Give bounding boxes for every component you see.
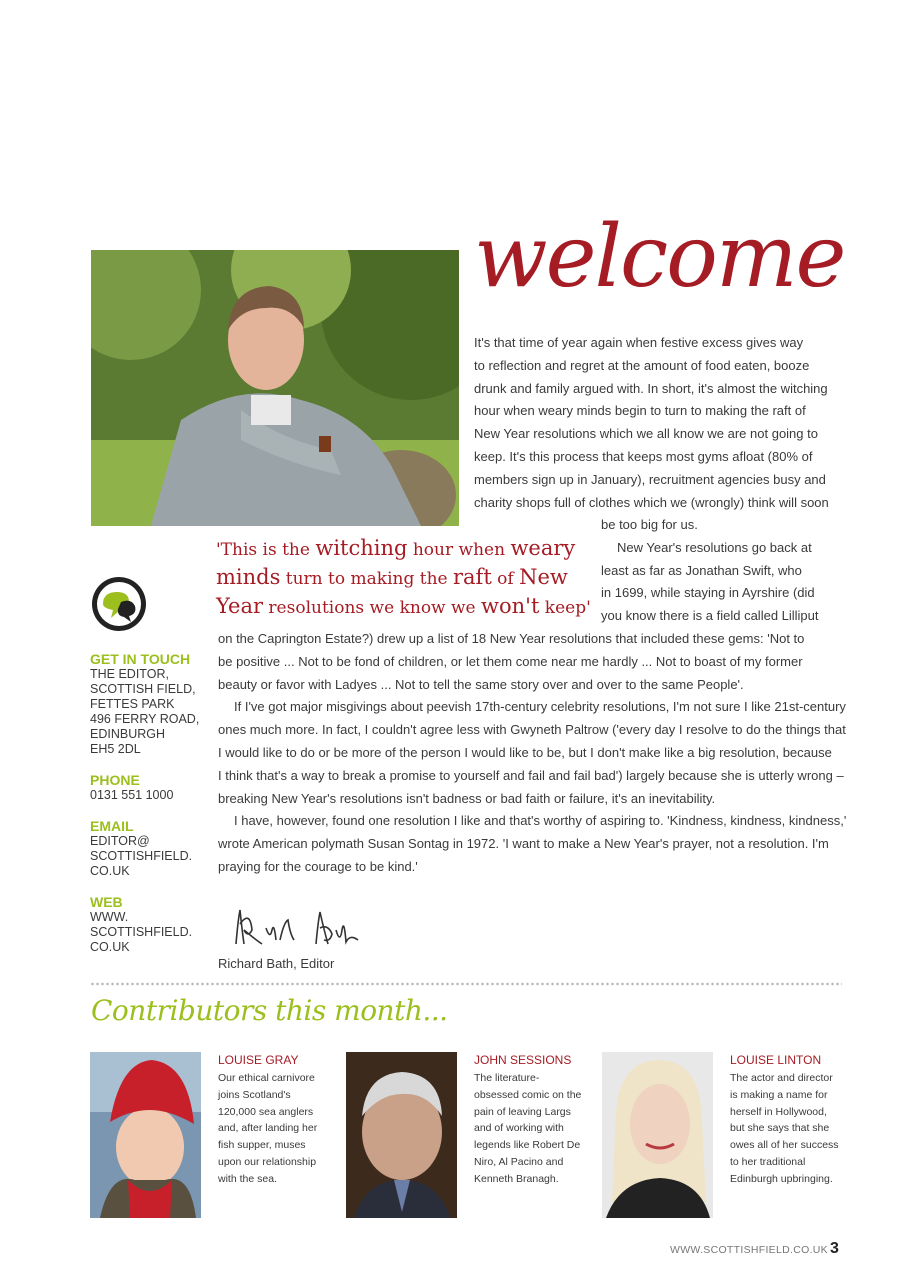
contributor-name: LOUISE LINTON: [730, 1053, 822, 1067]
web-line: SCOTTISHFIELD.: [90, 925, 193, 939]
text-line: hour when weary minds begin to turn to making the raft of: [474, 403, 806, 419]
address-line: EH5 2DL: [90, 742, 141, 756]
text-line: charity shops full of clothes which we (wrongly) think will soon: [474, 494, 829, 510]
web-block: [90, 895, 210, 955]
contributor-bio: Our ethical carnivore joins Scotland's 120,000 sea anglers and, after landing her fish supper, muses upon our relationship with the sea.: [218, 1072, 318, 1185]
text-line: in 1699, while staying in Ayrshire (did: [601, 585, 815, 601]
editor-signoff: Richard Bath, Editor: [218, 956, 335, 971]
wide-column: [218, 628, 847, 879]
text-line: keep. It's this process that keeps most gyms afloat (80% of: [474, 448, 813, 464]
address-line: SCOTTISH FIELD,: [90, 682, 196, 696]
text-line: It's that time of year again when festive excess gives way: [474, 335, 804, 350]
text-line: beauty or favor with Ladyes ... Not to tell the same story over and over to the same People'.: [218, 676, 744, 692]
text-line: to reflection and regret at the amount of food eaten, booze: [474, 357, 810, 373]
email-heading: EMAIL: [90, 818, 134, 834]
speech-bubble-icon: [91, 576, 147, 632]
text-line: I think that's a way to break a promise to yourself and fail and fail bad') largely because she is utterly wrong –: [218, 767, 844, 783]
address-line: EDINBURGH: [90, 727, 166, 741]
contributor-bio: The literature- obsessed comic on the pain of leaving Largs and of working with legends like Robert De Niro, Al Pacino and Kenneth Branagh.: [474, 1072, 582, 1185]
page-number: 3: [830, 1240, 839, 1257]
text-line: If I've got major misgivings about peevish 17th-century celebrity resolutions, I'm not sure I like 21st-century: [234, 699, 846, 715]
footer-url: WWW.SCOTTISHFIELD.CO.UK: [670, 1244, 828, 1256]
editor-photo: [91, 250, 459, 526]
address-line: FETTES PARK: [90, 697, 175, 711]
text-line: New Year's resolutions go back at: [617, 539, 812, 555]
email-block: [90, 819, 210, 879]
text-line: breaking New Year's resolutions isn't badness or bad faith or failure, it's an inevitability.: [218, 790, 716, 806]
pull-quote: 'This is the witching hour when weary minds turn to making the raft of New Year resolutions we know we won't keep': [216, 536, 591, 618]
text-line: be positive ... Not to be fond of children, or let them come near me hardly ... Not to boast of my former: [218, 653, 803, 669]
intro-column: [474, 332, 840, 514]
web-line: WWW.: [90, 910, 129, 924]
text-line: ones much more. In fact, I couldn't agree less with Gwyneth Paltrow ('every day I resolve to do the things that: [218, 722, 846, 738]
contributor-name: LOUISE GRAY: [218, 1053, 299, 1067]
dotted-divider: [90, 982, 842, 986]
text-line: I would like to do or be more of the person I would like to be, but I don't make like a big resolution, because: [218, 744, 832, 760]
text-line: drunk and family argued with. In short, it's almost the witching: [474, 380, 828, 396]
narrow-column: [601, 514, 841, 628]
email-line: EDITOR@: [90, 834, 150, 848]
contributor-photo: [90, 1052, 201, 1218]
web-line: CO.UK: [90, 940, 130, 954]
page-title: welcome: [474, 207, 845, 307]
editor-signature: [232, 900, 372, 956]
text-line: praying for the courage to be kind.': [218, 858, 418, 874]
contributors-heading: Contributors this month...: [91, 994, 448, 1027]
email-line: CO.UK: [90, 864, 130, 878]
text-line: you know there is a field called Lilliput: [601, 608, 819, 624]
text-line: New Year resolutions which we all know we are not going to: [474, 426, 818, 442]
editor-photo-art: [91, 250, 459, 526]
contributor-name: JOHN SESSIONS: [474, 1053, 572, 1067]
address-block: [90, 652, 210, 757]
text-line: on the Caprington Estate?) drew up a list of 18 New Year resolutions that included these gems: 'Not to: [218, 631, 805, 646]
address-line: 496 FERRY ROAD,: [90, 712, 200, 726]
text-line: members sign up in January), recruitment agencies busy and: [474, 471, 826, 487]
contact-sidebar: [90, 652, 210, 971]
text-line: wrote American polymath Susan Sontag in 1972. 'I want to make a New Year's prayer, not a resolution. I'm: [218, 836, 829, 852]
contributor-photo: [346, 1052, 457, 1218]
text-line: least as far as Jonathan Swift, who: [601, 562, 802, 578]
contributor-photo: [602, 1052, 713, 1218]
email-line: SCOTTISHFIELD.: [90, 849, 193, 863]
text-line: be too big for us.: [601, 517, 698, 532]
get-in-touch-heading: GET IN TOUCH: [90, 651, 191, 667]
contributor-bio: The actor and director is making a name for herself in Hollywood, but she says that she owes all of her success to her traditional Edinburgh upbringing.: [730, 1072, 839, 1185]
phone-heading: PHONE: [90, 772, 140, 788]
phone-block: [90, 773, 210, 803]
phone-number: 0131 551 1000: [90, 788, 174, 802]
web-heading: WEB: [90, 894, 123, 910]
address-line: THE EDITOR,: [90, 667, 169, 681]
text-line: I have, however, found one resolution I like and that's worthy of aspiring to. 'Kindness, kindness, kindness,': [234, 813, 847, 829]
